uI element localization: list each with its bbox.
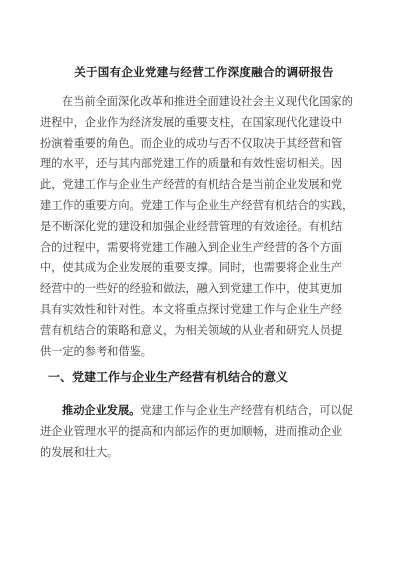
paragraph-line: 在当前全面深化改革和推进全面建设社会主义现代化国家的: [62, 95, 353, 108]
paragraph-line: 此，党建工作与企业生产经营的有机结合是当前企业发展和党: [40, 178, 343, 192]
paragraph-line: 的发展和壮大。: [40, 446, 119, 459]
lead-phrase: 推动企业发展。: [62, 403, 141, 417]
paragraph-line: 合的过程中，需要将党建工作融入到企业生产经营的各个方面: [40, 240, 343, 254]
paragraph-line: 是不断深化党的建设和加强企业经营管理的有效途径。有机结: [40, 219, 343, 233]
section-heading: 一、党建工作与企业生产经营有机结合的意义: [48, 370, 289, 384]
paragraph-line: 营有机结合的策略和意义，为相关领域的从业者和研究人员提: [40, 323, 343, 337]
paragraph-line: 进程中，企业作为经济发展的重要支柱，在国家现代化建设中: [40, 115, 343, 129]
lead-rest: 党建工作与企业生产经营有机结合，可以促: [140, 404, 353, 417]
paragraph-line: 理的水平，还与其内部党建工作的质量和有效性密切相关。因: [40, 157, 343, 171]
paragraph-line: 扮演着重要的角色。而企业的成功与否不仅取决于其经营和管: [40, 136, 343, 150]
paragraph-line: 建工作的重要方向。党建工作与企业生产经营有机结合的实践，: [40, 198, 354, 212]
paragraph-line: 具有实效性和针对性。本文将重点探讨党建工作与企业生产经: [40, 302, 343, 316]
paragraph-line: 进企业管理水平的提高和内部运作的更加顺畅，进而推动企业: [40, 425, 343, 438]
intro-paragraph: [40, 92, 372, 362]
paragraph-line: 经营中的一些好的经验和做法，融入到党建工作中，使其更加: [40, 282, 343, 296]
document-title: 关于国有企业党建与经营工作深度融合的调研报告: [74, 65, 334, 79]
paragraph-line: 中，使其成为企业发展的重要支撑。同时，也需要将企业生产: [40, 261, 343, 275]
section-paragraph: [40, 400, 372, 463]
paragraph-line: 供一定的参考和借鉴。: [40, 344, 152, 358]
paragraph-first-line: [40, 400, 372, 421]
